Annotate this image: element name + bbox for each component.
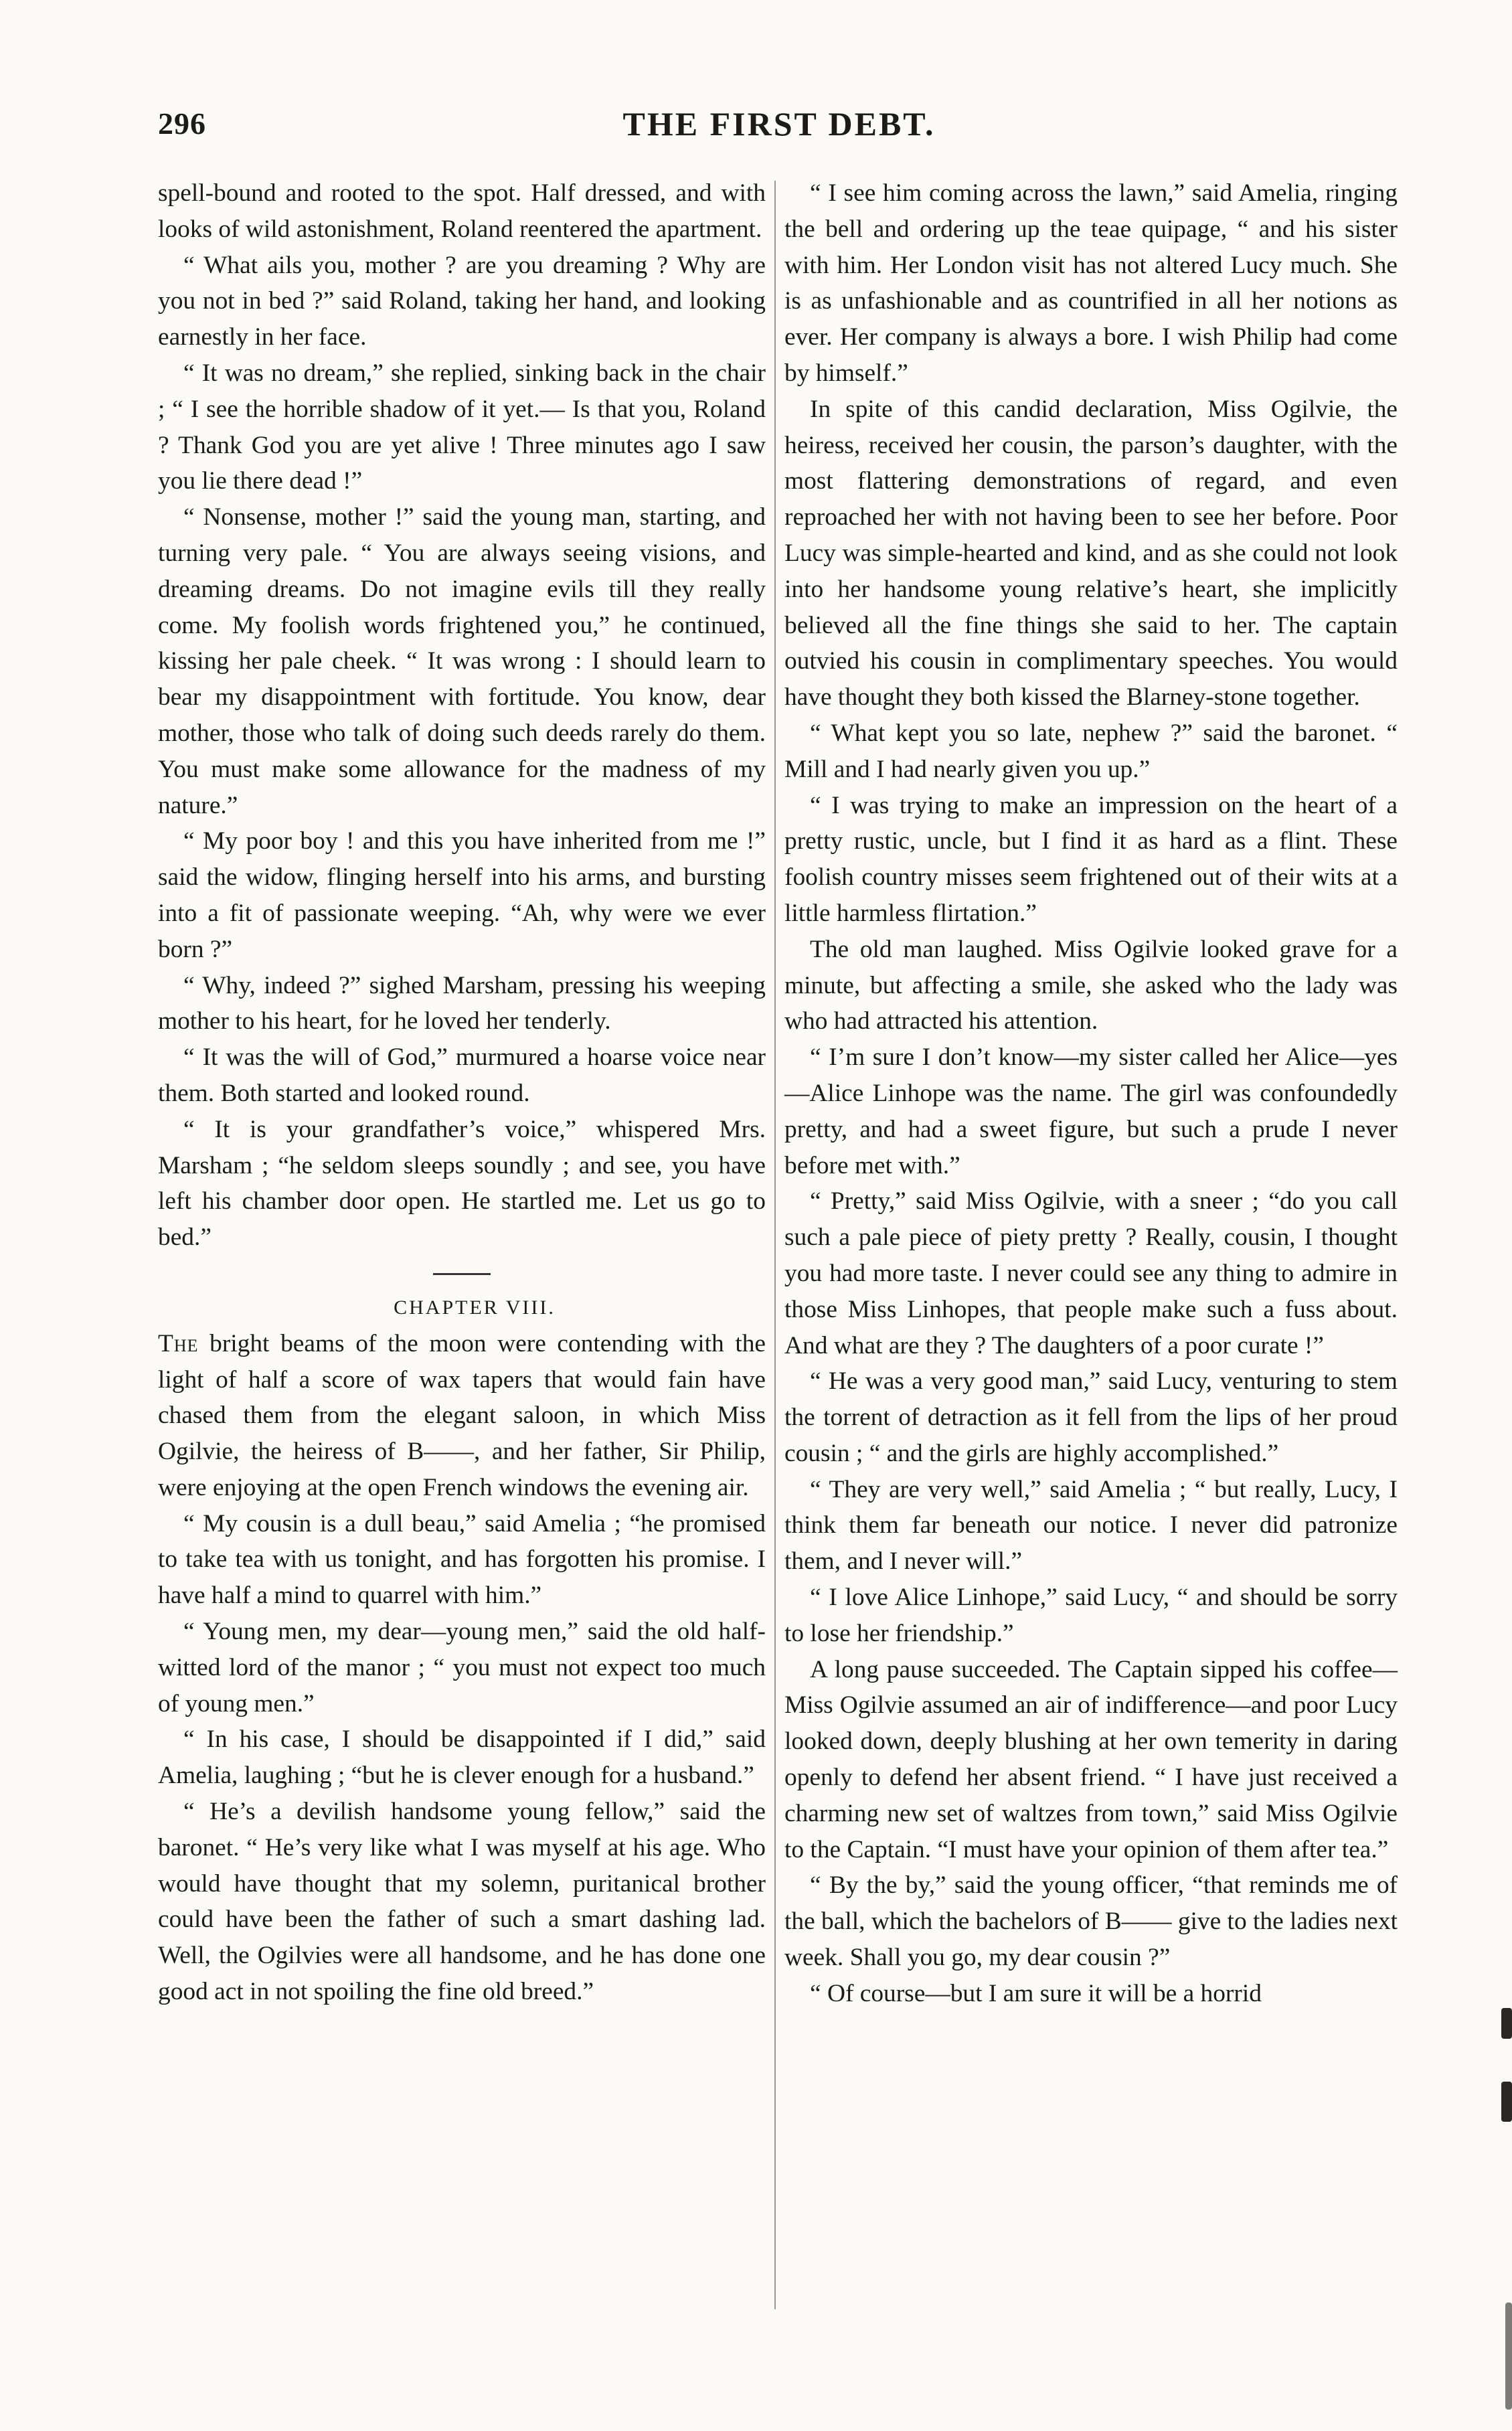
paragraph: spell-bound and rooted to the spot. Half dressed, and with looks of wild astonishment, Roland reentered the apartment.	[158, 179, 766, 243]
paragraph: “ Of course—but I am sure it will be a horrid	[810, 1979, 1262, 2007]
paragraph: “ It was no dream,” she replied, sinking back in the chair ; “ I see the horrible shadow of it yet.— Is that you, Roland ? Thank God you are yet alive ! Three minutes ago I saw you lie there dead !”	[158, 359, 766, 495]
paragraph: “ Why, indeed ?” sighed Marsham, pressing his weeping mother to his heart, for he loved her tenderly.	[158, 971, 766, 1035]
page-edge-mark	[1501, 2082, 1512, 2122]
page-edge-mark	[1505, 2302, 1512, 2410]
paragraph: “ It is your grandfather’s voice,” whispered Mrs. Marsham ; “he seldom sleeps soundly ; and see, you have left his chamber door open. He startled me. Let us go to bed.”	[158, 1115, 766, 1252]
paragraph: “ Nonsense, mother !” said the young man, starting, and turning very pale. “ You are always seeing visions, and dreaming dreams. Do not imagine evils till they really come. My foolish words frightened you,” he continued, kissing her pale cheek. “ It was wrong : I should learn to bear my disappointment with fortitude. You know, dear mother, those who talk of doing such deeds rarely do them. You must make some allowance for the madness of my nature.”	[158, 503, 766, 819]
paragraph: “ I’m sure I don’t know—my sister called her Alice—yes—Alice Linhope was the name. The girl was confoundedly pretty, and had a sweet figure, but such a prude I never before met with.”	[784, 1043, 1398, 1179]
paragraph: “ My cousin is a dull beau,” said Amelia ; “he promised to take tea with us tonight, and has forgotten his promise. I have half a mind to quarrel with him.”	[158, 1509, 766, 1610]
paragraph: A long pause succeeded. The Captain sipped his coffee—Miss Ogilvie assumed an air of indifference—and poor Lucy looked down, deeply blushing at her own temerity in daring openly to defend her absent friend. “ I have just received a charming new set of waltzes from town,” said Miss Ogilvie to the Captain. “I must have your opinion of them after tea.”	[784, 1655, 1398, 1863]
paragraph: “ What kept you so late, nephew ?” said the baronet. “ Mill and I had nearly given you up.”	[784, 719, 1398, 783]
paragraph: In spite of this candid declaration, Miss Ogilvie, the heiress, received her cousin, the parson’s daughter, with the most flattering demonstrations of regard, and even reproached her with not having been to see her before. Poor Lucy was simple-hearted and kind, and as she could not look into her handsome young relative’s heart, she implicitly believed all the fine things she said to her. The captain outvied his cousin in complimentary speeches. You would have thought they both kissed the Blarney-stone together.	[784, 395, 1398, 711]
chapter-heading: CHAPTER VIII.	[394, 1296, 556, 1319]
opening-word: The	[158, 1329, 199, 1357]
page-edge-mark	[1501, 2008, 1512, 2039]
paragraph: “ I love Alice Linhope,” said Lucy, “ and should be sorry to lose her friendship.”	[784, 1584, 1398, 1647]
column-divider	[774, 181, 776, 2309]
paragraph: “ It was the will of God,” murmured a hoarse voice near them. Both started and looked round.	[158, 1043, 766, 1107]
chapter-divider	[433, 1273, 491, 1275]
running-title: THE FIRST DEBT.	[622, 105, 936, 143]
paragraph: “ He was a very good man,” said Lucy, venturing to stem the torrent of detraction as it fell from the lips of her proud cousin ; “ and the girls are highly accomplished.”	[784, 1367, 1398, 1467]
paragraph: “ Pretty,” said Miss Ogilvie, with a sneer ; “do you call such a pale piece of piety pretty ? Really, cousin, I thought you had more taste. I never could see any thing to admire in those Miss Linhopes, that people make such a fuss about. And what are they ? The daughters of a poor curate !”	[784, 1187, 1398, 1359]
paragraph: “ My poor boy ! and this you have inherited from me !” said the widow, flinging herself into his arms, and bursting into a fit of passionate weeping. “Ah, why were we ever born ?”	[158, 827, 766, 963]
paragraph: “ He’s a devilish handsome young fellow,” said the baronet. “ He’s very like what I was myself at his age. Who would have thought that my solemn, puritanical brother could have been the father of such a smart dashing lad. Well, the Ogilvies were all handsome, and he has done one good act in not spoiling the fine old breed.”	[158, 1798, 766, 2006]
right-column	[784, 175, 1398, 2317]
page-number: 296	[158, 106, 206, 141]
paragraph-text: bright beams of the moon were contending with the light of half a score of wax tapers that would fain have chased them from the elegant saloon, in which Miss Ogilvie, the heiress of B——, and her father, Sir Philip, were enjoying at the open French windows the evening air.	[158, 1329, 766, 1501]
paragraph: “ What ails you, mother ? are you dreaming ? Why are you not in bed ?” said Roland, taking her hand, and looking earnestly in her face.	[158, 251, 766, 351]
paragraph: The old man laughed. Miss Ogilvie looked grave for a minute, but affecting a smile, she asked who the lady was who had attracted his attention.	[784, 935, 1398, 1035]
paragraph: “ In his case, I should be disappointed if I did,” said Amelia, laughing ; “but he is clever enough for a husband.”	[158, 1726, 766, 1790]
paragraph: “ I see him coming across the lawn,” said Amelia, ringing the bell and ordering up the teae quipage, “ and his sister with him. Her London visit has not altered Lucy much. She is as unfashionable and as countrified in all her notions as ever. Her company is always a bore. I wish Philip had come by himself.”	[784, 179, 1398, 387]
paragraph: “ Young men, my dear—young men,” said the old half-witted lord of the manor ; “ you must not expect too much of young men.”	[158, 1618, 766, 1717]
paragraph: “ I was trying to make an impression on the heart of a pretty rustic, uncle, but I find it as hard as a flint. These foolish country misses seem frightened out of their wits at a little harmless flirtation.”	[784, 791, 1398, 927]
page-header	[158, 100, 1400, 154]
left-column	[158, 175, 766, 2317]
chapter-opening-paragraph	[158, 1326, 766, 1506]
paragraph: “ By the by,” said the young officer, “that reminds me of the ball, which the bachelors of B—— give to the ladies next week. Shall you go, my dear cousin ?”	[784, 1871, 1398, 1972]
paragraph: “ They are very well,” said Amelia ; “ but really, Lucy, I think them far beneath our notice. I never did patronize them, and I never will.”	[784, 1475, 1398, 1576]
